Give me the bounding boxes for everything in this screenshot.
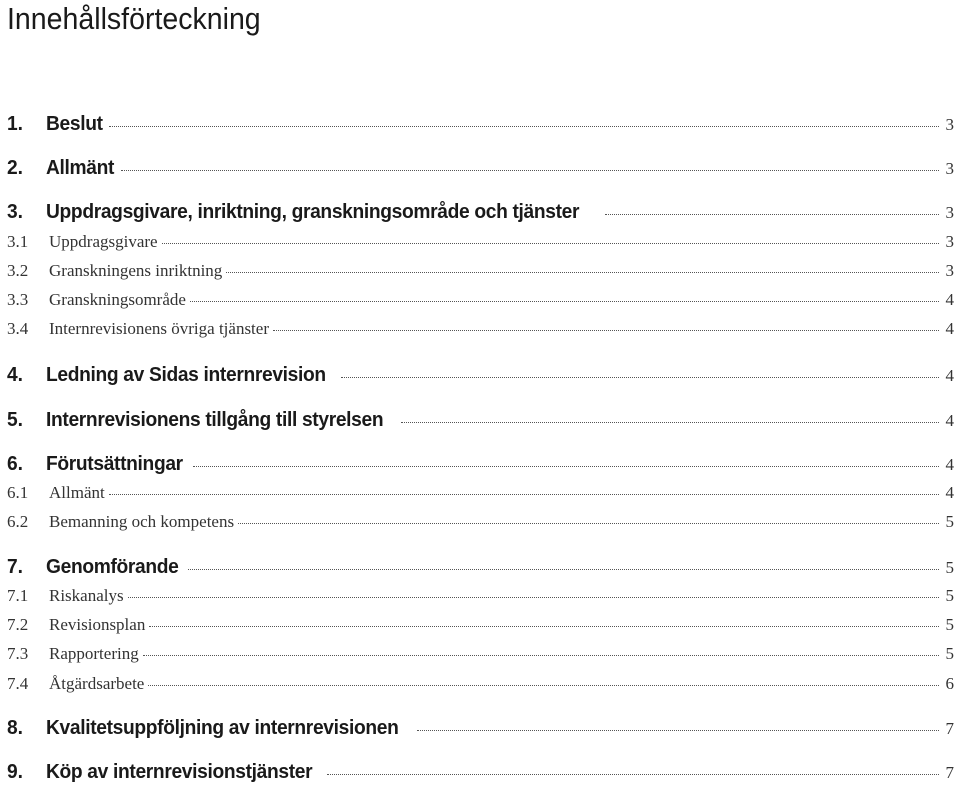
entry-title: Genomförande [46, 556, 179, 578]
toc-subsection-entry[interactable] [7, 674, 960, 700]
entry-title: Granskningens inriktning [49, 261, 223, 280]
entry-title: Riskanalys [49, 586, 124, 605]
toc-subsection-entry[interactable] [7, 261, 960, 287]
entry-number: 3.2 [7, 261, 29, 280]
page-number: 5 [945, 558, 954, 577]
dot-leader [128, 597, 939, 598]
page-number: 7 [945, 719, 954, 738]
entry-title: Allmänt [49, 483, 105, 502]
entry-number: 9. [7, 761, 24, 783]
page-number: 4 [945, 366, 954, 385]
entry-title: Kvalitetsuppföljning av internrevisionen [46, 717, 399, 739]
toc-section-entry[interactable] [7, 113, 960, 139]
dot-leader [149, 626, 939, 627]
dot-leader [190, 301, 939, 302]
dot-leader [109, 126, 939, 127]
toc-subsection-entry[interactable] [7, 615, 960, 641]
page-number: 6 [945, 674, 954, 693]
dot-leader [143, 655, 939, 656]
page-title: Innehållsförteckning [7, 1, 261, 36]
toc-subsection-entry[interactable] [7, 319, 960, 345]
entry-number: 7.2 [7, 615, 29, 634]
dot-leader [188, 569, 939, 570]
toc-section-entry[interactable] [7, 556, 960, 582]
dot-leader [109, 494, 939, 495]
dot-leader [605, 214, 939, 215]
entry-title: Rapportering [49, 644, 139, 663]
entry-number: 6. [7, 453, 24, 475]
entry-number: 7.3 [7, 644, 29, 663]
toc-section-entry[interactable] [7, 157, 960, 183]
toc-subsection-entry[interactable] [7, 290, 960, 316]
page-number: 3 [945, 159, 954, 178]
page-number: 4 [945, 455, 954, 474]
entry-number: 5. [7, 409, 24, 431]
dot-leader [226, 272, 939, 273]
entry-title: Internrevisionens tillgång till styrelsen [46, 409, 384, 431]
dot-leader [327, 774, 939, 775]
entry-number: 3.1 [7, 232, 29, 251]
dot-leader [417, 730, 939, 731]
entry-number: 8. [7, 717, 24, 739]
toc-subsection-entry[interactable] [7, 644, 960, 670]
entry-title: Granskningsområde [49, 290, 186, 309]
page-number: 4 [945, 483, 954, 502]
entry-title: Revisionsplan [49, 615, 146, 634]
dot-leader [121, 170, 939, 171]
toc-section-entry[interactable] [7, 364, 960, 390]
toc-section-entry[interactable] [7, 717, 960, 743]
page-number: 4 [945, 319, 954, 338]
toc-section-entry[interactable] [7, 201, 960, 227]
entry-title: Uppdragsgivare, inriktning, granskningsområde och tjänster [46, 201, 580, 223]
page-number: 5 [945, 644, 954, 663]
entry-number: 7.4 [7, 674, 29, 693]
page-number: 4 [945, 411, 954, 430]
entry-number: 7.1 [7, 586, 29, 605]
page-number: 5 [945, 586, 954, 605]
toc-section-entry[interactable] [7, 761, 960, 787]
entry-title: Förutsättningar [46, 453, 183, 475]
entry-title: Åtgärdsarbete [49, 674, 145, 693]
dot-leader [148, 685, 939, 686]
entry-number: 3.3 [7, 290, 29, 309]
page-number: 4 [945, 290, 954, 309]
entry-title: Köp av internrevisionstjänster [46, 761, 313, 783]
entry-number: 4. [7, 364, 24, 386]
dot-leader [273, 330, 939, 331]
toc-subsection-entry[interactable] [7, 232, 960, 258]
dot-leader [401, 422, 939, 423]
entry-title: Allmänt [46, 157, 115, 179]
entry-number: 3.4 [7, 319, 29, 338]
page-number: 3 [945, 261, 954, 280]
page-number: 5 [945, 512, 954, 531]
page-number: 7 [945, 763, 954, 782]
entry-number: 6.1 [7, 483, 29, 502]
toc-subsection-entry[interactable] [7, 586, 960, 612]
toc-subsection-entry[interactable] [7, 483, 960, 509]
entry-number: 1. [7, 113, 24, 135]
entry-number: 7. [7, 556, 24, 578]
page-number: 5 [945, 615, 954, 634]
entry-number: 6.2 [7, 512, 29, 531]
dot-leader [162, 243, 939, 244]
toc-section-entry[interactable] [7, 453, 960, 479]
entry-number: 2. [7, 157, 24, 179]
page-number: 3 [945, 115, 954, 134]
entry-title: Bemanning och kompetens [49, 512, 235, 531]
entry-title: Uppdragsgivare [49, 232, 158, 251]
entry-title: Internrevisionens övriga tjänster [49, 319, 269, 338]
page-number: 3 [945, 232, 954, 251]
dot-leader [238, 523, 939, 524]
page-number: 3 [945, 203, 954, 222]
dot-leader [341, 377, 939, 378]
toc-section-entry[interactable] [7, 409, 960, 435]
entry-title: Ledning av Sidas internrevision [46, 364, 326, 386]
toc-subsection-entry[interactable] [7, 512, 960, 538]
dot-leader [193, 466, 939, 467]
entry-title: Beslut [46, 113, 103, 135]
entry-number: 3. [7, 201, 24, 223]
